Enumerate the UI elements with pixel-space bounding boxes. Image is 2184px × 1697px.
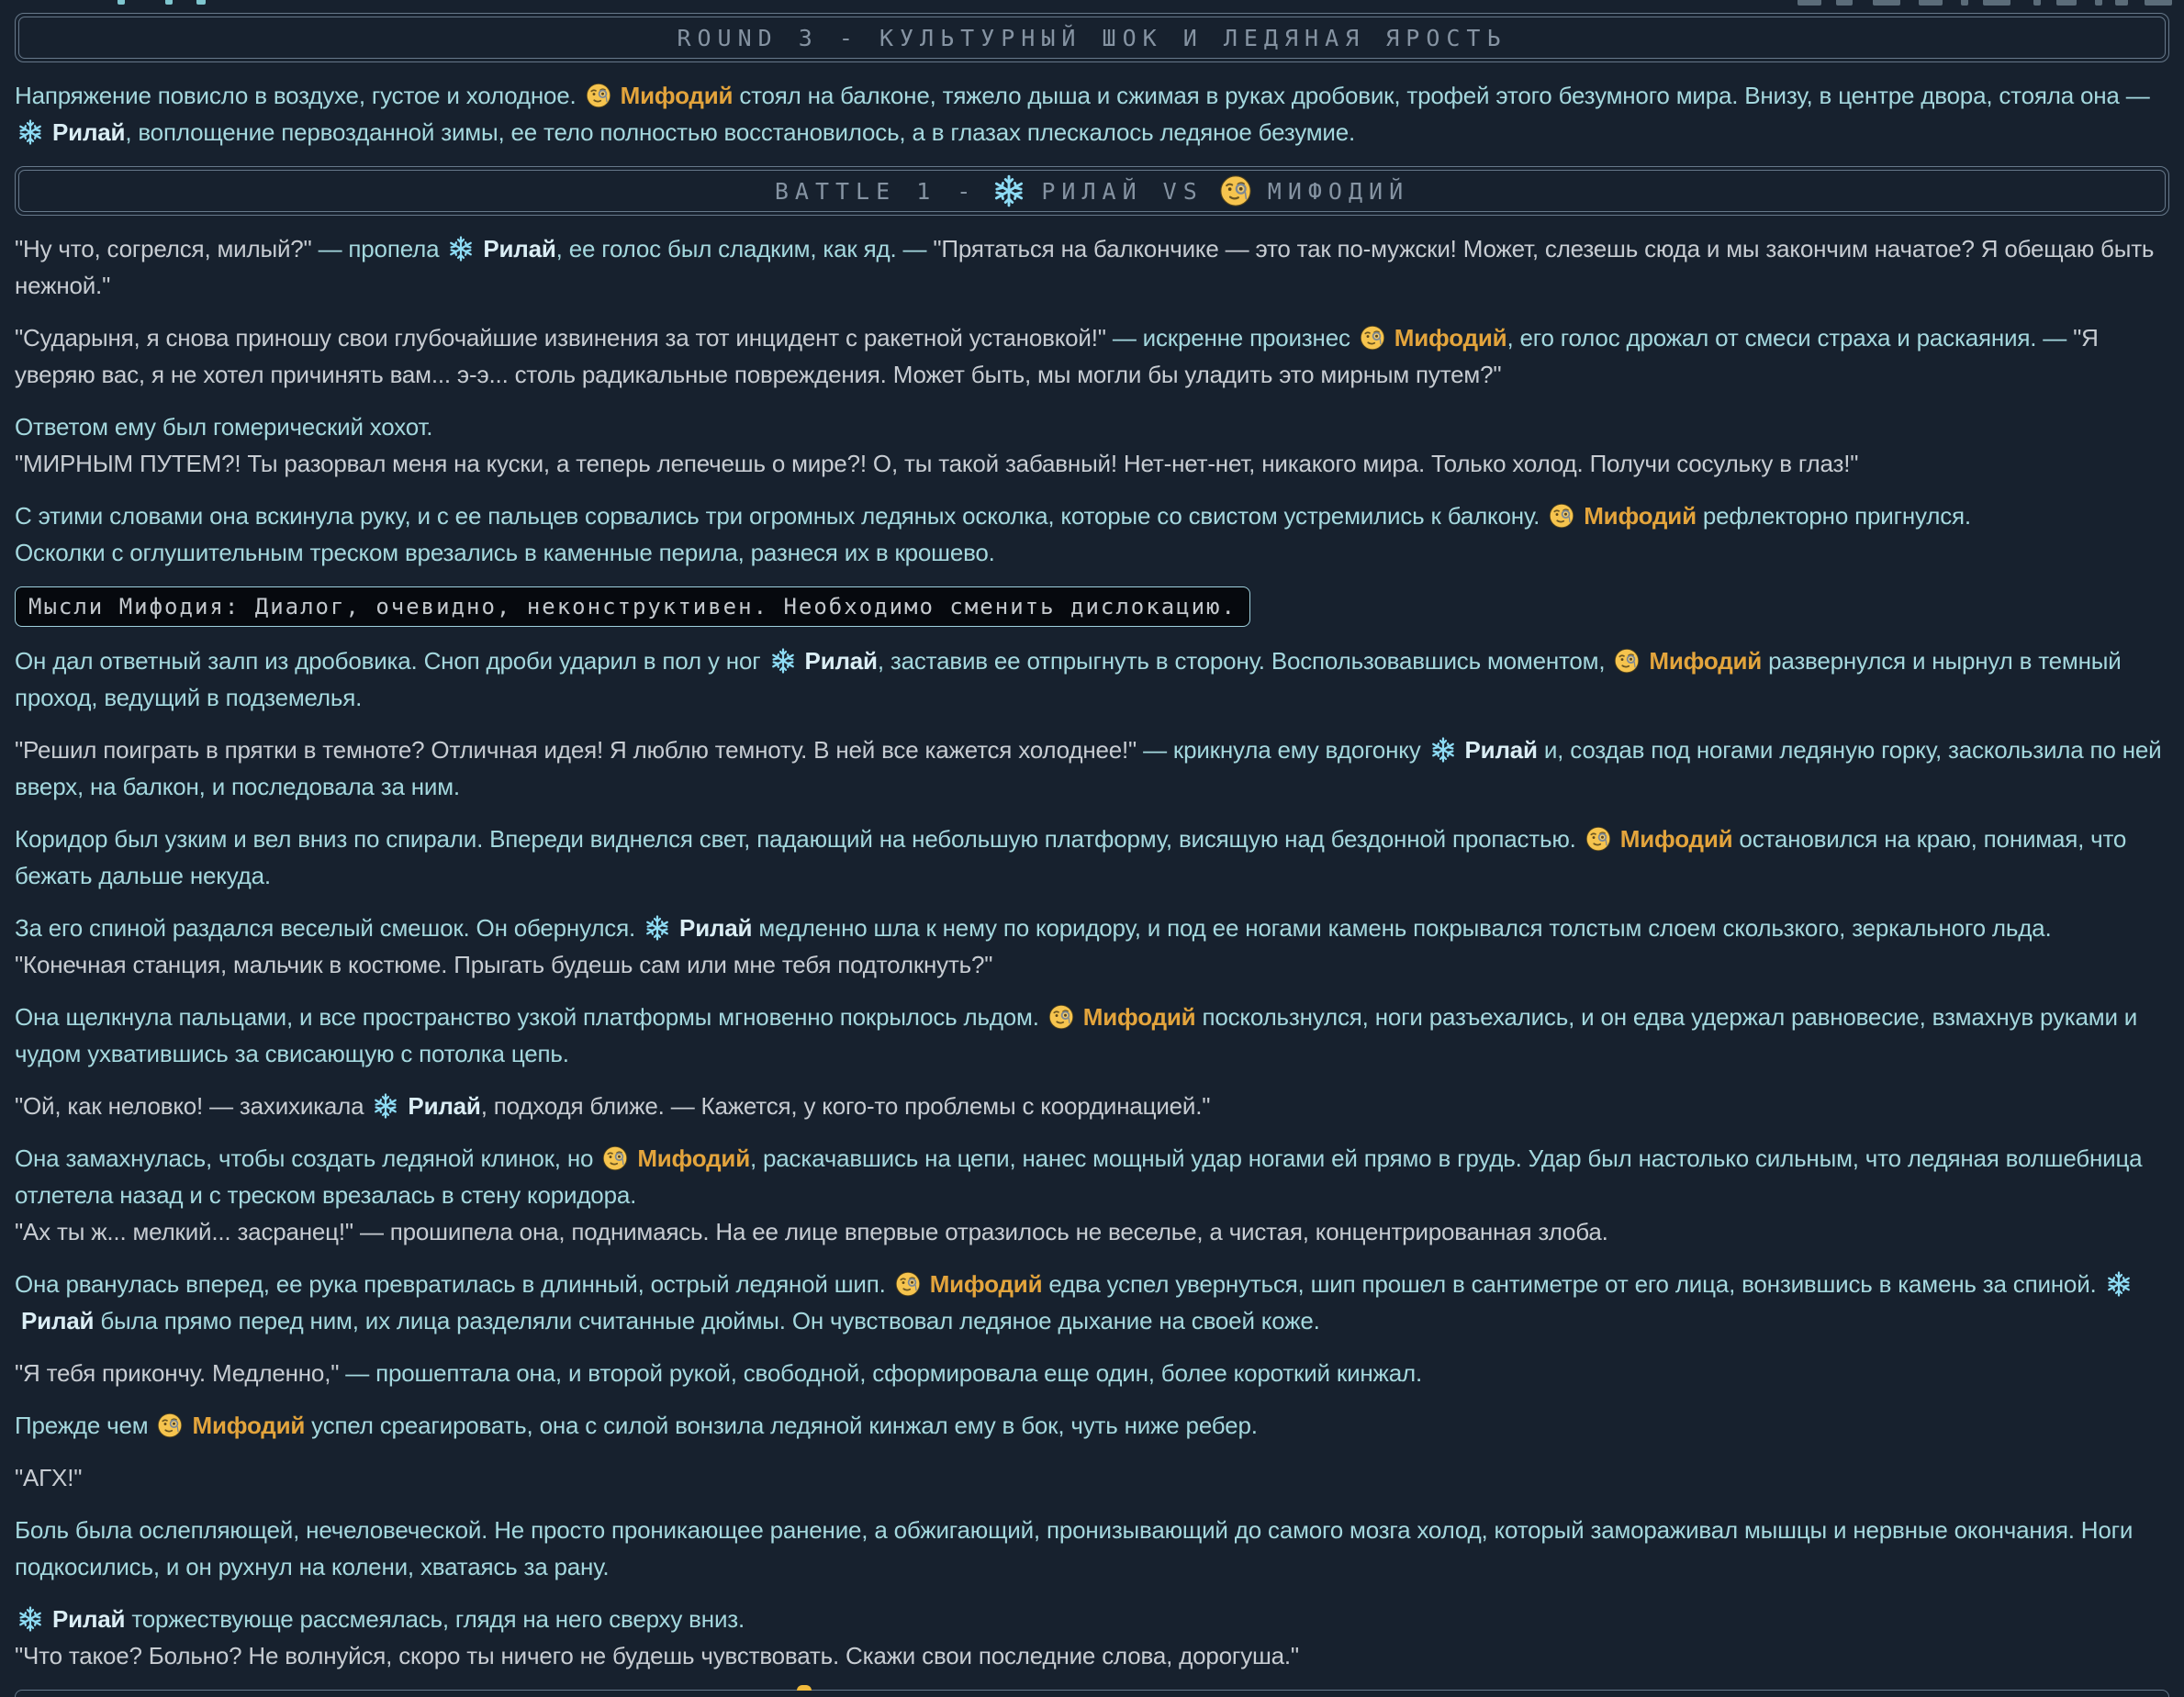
narration-text: , его голос дрожал от смеси страха и раскаяния. — [1506, 324, 2074, 352]
snowflake-icon [17, 1605, 44, 1633]
story-paragraph [15, 1140, 2169, 1250]
narration-text: Боль была ослепляющей, нечеловеческой. Не просто проникающее ранение, а обжигающий, пронизывающий до самого мозга холод, который замораживал мышцы и нервные окончания. Ноги подкосились, и он рухнул на колени, хватаясь за рану. [15, 1516, 2134, 1580]
dialogue-text: "Я тебя прикончу. Медленно," [15, 1359, 346, 1387]
character-name-mifodiy: Мифодий [1387, 324, 1507, 352]
snowflake-icon [447, 235, 475, 262]
narration-text: успел среагировать, она с силой вонзила ледяной кинжал ему в бок, чуть ниже ребер. [305, 1412, 1258, 1439]
narration-text: , заставив ее отпрыгнуть в сторону. Воспользовавшись моментом, [877, 647, 1612, 675]
clipped-icon-fragment [1836, 0, 1853, 6]
dialogue-text: "Я уверяю вас, я не хотел причинять вам... э-э... столь радикальные повреждения. Может быть, мы могли бы уладить это мирным путем?" [15, 324, 2099, 388]
monocle-face-icon [1218, 173, 1253, 208]
snowflake-icon [17, 118, 44, 146]
story-paragraph [15, 1266, 2169, 1339]
round-header-inner [18, 17, 2166, 59]
snowflake-icon [991, 173, 1026, 208]
narration-text: , раскачавшись на цепи, нанес мощный удар ногами ей прямо в грудь. Удар был настолько сильным, что ледяная волшебница отлетела назад и с треском врезалась в стену коридора. [15, 1144, 2143, 1209]
snowflake-icon [644, 914, 671, 942]
clipped-previous-row [0, 0, 2184, 11]
character-name-rilai: Рилай [46, 118, 126, 146]
clipped-next-box [15, 1690, 2169, 1697]
character-name-rilai: Рилай [1458, 736, 1538, 764]
clipped-glyph-fragment [196, 0, 206, 5]
story [15, 77, 2169, 1674]
narration-text: , ее голос был сладким, как яд. — [555, 235, 934, 262]
story-paragraph [15, 910, 2169, 983]
clipped-icon-fragment [2095, 0, 2102, 6]
narration-text: торжествующе рассмеялась, глядя на него сверху вниз. [125, 1605, 745, 1633]
narration-text: За его спиной раздался веселый смешок. Он обернулся. [15, 914, 643, 942]
clipped-icon-fragment [2145, 0, 2172, 6]
story-paragraph [15, 230, 2169, 304]
narration-text: Она замахнулась, чтобы создать ледяной клинок, но [15, 1144, 600, 1172]
character-name-mifodiy: Мифодий [1613, 825, 1733, 853]
narration-text: развернулся и нырнул в темный проход, ведущий в подземелья. [15, 647, 2122, 711]
monocle-face-icon [1548, 502, 1575, 530]
dialogue-text: "Прятаться на балкончике — это так по-мужски! Может, слезешь сюда и мы закончим начатое? Я обещаю быть нежной." [15, 235, 2155, 299]
character-name-rilai: Рилай [798, 647, 878, 675]
story-paragraph [15, 1355, 2169, 1391]
character-name-rilai: Рилай [476, 235, 556, 262]
snowflake-icon [1429, 736, 1457, 764]
dialogue-text: "Конечная станция, мальчик в костюме. Прыгать будешь сам или мне тебя подтолкнуть?" [15, 951, 993, 978]
monocle-face-icon [156, 1412, 184, 1439]
character-name-mifodiy: Мифодий [631, 1144, 750, 1172]
round-header [15, 13, 2169, 62]
clipped-glyph-fragment [165, 0, 173, 5]
narration-text: Она щелкнула пальцами, и все пространство узкой платформы мгновенно покрылось льдом. [15, 1003, 1046, 1031]
narration-text: , воплощение первозданной зимы, ее тело полностью восстановилось, а в глазах плескалось ледяное безумие. [125, 118, 1355, 146]
snowflake-icon [372, 1092, 399, 1120]
clipped-icon-fragment [1798, 0, 1821, 6]
narration-text: медленно шла к нему по коридору, и под ее ногами камень покрывался толстым слоем скользкого, зеркального льда. [752, 914, 2052, 942]
thought-row [15, 586, 2169, 627]
narration-text: была прямо перед ним, их лица разделяли считанные дюймы. Он чувствовал ледяное дыхание на своей коже. [94, 1307, 1320, 1334]
story-paragraph [15, 497, 2169, 571]
battle-header-inner [18, 170, 2166, 212]
battle-title-segment: BATTLE 1 - [774, 177, 978, 205]
narration-text: Напряжение повисло в воздухе, густое и холодное. [15, 82, 583, 109]
clipped-icon-fragment [1919, 0, 1943, 6]
narration-text: — прошептала она, и второй рукой, свободной, сформировала еще один, более короткий кинжал. [345, 1359, 1423, 1387]
monocle-face-icon [894, 1270, 922, 1298]
story-paragraph [15, 1512, 2169, 1585]
dialogue-text: "Сударыня, я снова приношу свои глубочайшие извинения за тот инцидент с ракетной установкой!" [15, 324, 1113, 352]
monocle-face-icon [601, 1144, 629, 1172]
character-name-rilai: Рилай [673, 914, 753, 942]
clipped-icon-fragment [1983, 0, 2010, 6]
narration-text: С этими словами она вскинула руку, и с ее пальцев сорвались три огромных ледяных осколка, которые со свистом устремились к балкону. [15, 502, 1547, 530]
monocle-face-icon [585, 82, 612, 109]
dialogue-text: "Решил поиграть в прятки в темноте? Отличная идея! Я люблю темноту. В ней все кажется холоднее!" [15, 736, 1144, 764]
dialogue-text: "Ах ты ж... мелкий... засранец!" — прошипела она, поднимаясь. На ее лице впервые отразилось не веселье, а чистая, концентрированная злоба. [15, 1218, 1608, 1245]
narration-text: поскользнулся, ноги разъехались, и он едва удержал равновесие, взмахнув руками и чудом ухватившись за свисающую с потолка цепь. [15, 1003, 2138, 1067]
clipped-icon-fragment [1873, 0, 1900, 6]
battle-title-segment: МИФОДИЙ [1267, 177, 1410, 205]
monocle-face-icon [1613, 647, 1641, 675]
narration-text: — пропела [318, 235, 446, 262]
story-paragraph [15, 1601, 2169, 1674]
dialogue-text: "Ну что, согрелся, милый?" [15, 235, 319, 262]
monocle-face-icon [1359, 324, 1386, 352]
character-name-mifodiy: Мифодий [1577, 502, 1697, 530]
dialogue-text: "АГХ!" [15, 1464, 83, 1491]
thought-box: Мысли Мифодия: Диалог, очевидно, неконструктивен. Необходимо сменить дислокацию. [15, 586, 1250, 627]
clipped-icon-fragment [2056, 0, 2077, 6]
dialogue-text: , подходя ближе. — Кажется, у кого-то проблемы с координацией." [480, 1092, 1211, 1120]
dialogue-text: "Что такое? Больно? Не волнуйся, скоро ты ничего не будешь чувствовать. Скажи свои последние слова, дорогуша." [15, 1642, 1299, 1669]
story-paragraph [15, 319, 2169, 393]
narration-text: — крикнула ему вдогонку [1143, 736, 1428, 764]
snowflake-icon [769, 647, 797, 675]
narration-text: рефлекторно пригнулся. [1696, 502, 1971, 530]
narration-text: едва успел увернуться, шип прошел в сантиметре от его лица, вонзившись в камень за спиной. [1042, 1270, 2103, 1298]
narration-text: Прежде чем [15, 1412, 155, 1439]
clipped-icon-fragment [2115, 0, 2128, 6]
story-paragraph [15, 1459, 2169, 1496]
character-name-rilai: Рилай [401, 1092, 481, 1120]
narration-text: Ответом ему был гомерический хохот. [15, 413, 433, 441]
monocle-face-icon [1047, 1003, 1075, 1031]
story-paragraph [15, 408, 2169, 482]
narration-text: остановился на краю, понимая, что бежать дальше некуда. [15, 825, 2127, 889]
character-name-rilai: Рилай [46, 1605, 126, 1633]
clipped-icon-fragment [2033, 0, 2041, 6]
battle-header [15, 166, 2169, 216]
character-name-mifodiy: Мифодий [1076, 1003, 1196, 1031]
character-name-mifodiy: Мифодий [1642, 647, 1763, 675]
story-paragraph [15, 642, 2169, 716]
clipped-emoji-top [797, 1685, 812, 1691]
narration-text: Коридор был узким и вел вниз по спирали. Впереди виднелся свет, падающий на небольшую платформу, висящую над бездонной пропастью. [15, 825, 1583, 853]
narration-text: — искренне произнес [1112, 324, 1357, 352]
snowflake-icon [2105, 1270, 2133, 1298]
narration-text: и, создав под ногами ледяную горку, заскользила по ней вверх, на балкон, и последовала за ним. [15, 736, 2162, 800]
narration-text: Осколки с оглушительным треском врезались в каменные перила, разнеся их в крошево. [15, 539, 995, 566]
story-paragraph [15, 77, 2169, 151]
character-name-mifodiy: Мифодий [185, 1412, 306, 1439]
narration-text: Он дал ответный залп из дробовика. Сноп дроби ударил в пол у ног [15, 647, 767, 675]
dialogue-text: "Ой, как неловко! — захихикала [15, 1092, 371, 1120]
character-name-mifodiy: Мифодий [613, 82, 734, 109]
clipped-glyph-fragment [118, 0, 125, 5]
story-paragraph [15, 1407, 2169, 1444]
character-name-rilai: Рилай [15, 1307, 95, 1334]
dialogue-text: "МИРНЫМ ПУТЕМ?! Ты разорвал меня на куски, а теперь лепечешь о мире?! О, ты такой забавный! Нет-нет-нет, никакого мира. Только холод. Получи сосульку в глаз!" [15, 450, 1859, 477]
narration-text: Она рванулась вперед, ее рука превратилась в длинный, острый ледяной шип. [15, 1270, 892, 1298]
clipped-icon-fragment [1961, 0, 1968, 6]
round-title: ROUND 3 - КУЛЬТУРНЫЙ ШОК И ЛЕДЯНАЯ ЯРОСТЬ [677, 24, 1507, 51]
story-paragraph [15, 999, 2169, 1072]
story-paragraph [15, 1088, 2169, 1124]
battle-title-segment: РИЛАЙ VS [1041, 177, 1204, 205]
character-name-mifodiy: Мифодий [923, 1270, 1043, 1298]
narration-text: стоял на балконе, тяжело дыша и сжимая в руках дробовик, трофей этого безумного мира. Внизу, в центре двора, стояла она — [733, 82, 2150, 109]
story-paragraph [15, 731, 2169, 805]
story-paragraph [15, 821, 2169, 894]
monocle-face-icon [1585, 825, 1612, 853]
